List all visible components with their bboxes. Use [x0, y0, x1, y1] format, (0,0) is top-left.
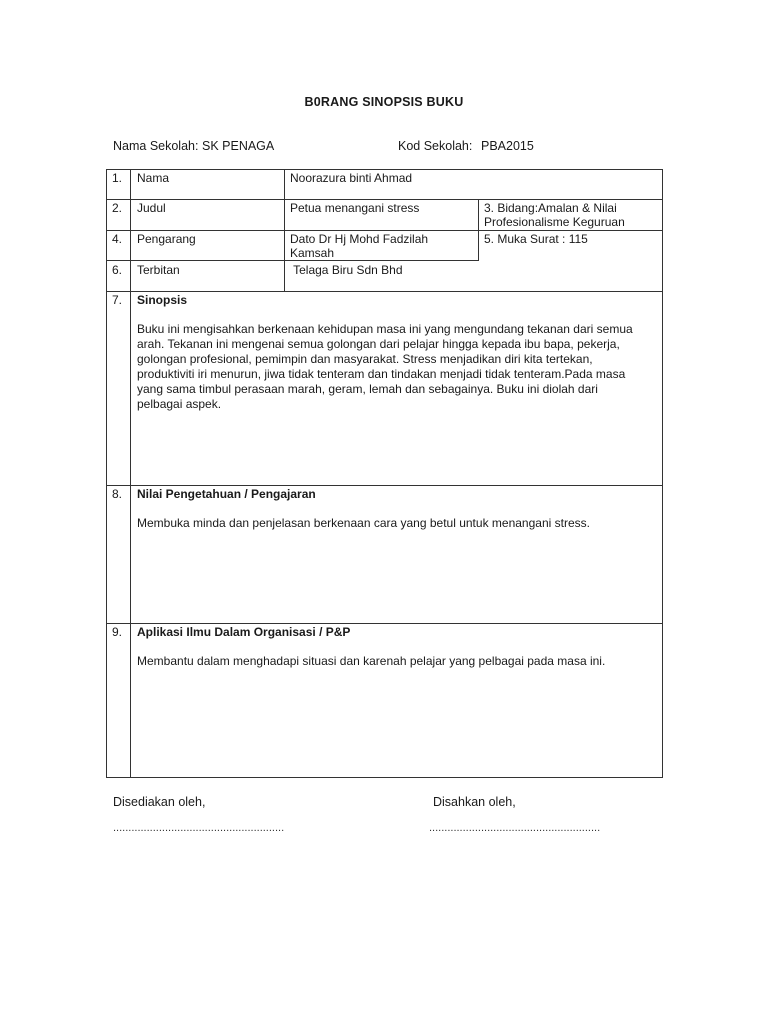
synopsis-line: arah. Tekanan ini mengenai semua golongan dari pelajar hingga kepada ibu bapa, pekerja, — [137, 337, 620, 351]
table-border-top — [106, 169, 663, 170]
author-line-2: Kamsah — [290, 246, 335, 260]
signature-line-right: ........................................................ — [429, 822, 601, 834]
school-name-label: Nama Sekolah: — [113, 139, 199, 153]
school-code-value: PBA2015 — [481, 139, 534, 153]
author-line-1: Dato Dr Hj Mohd Fadzilah — [290, 232, 429, 246]
section-number: 7. — [112, 293, 123, 307]
signature-line-left: ........................................................ — [113, 822, 285, 834]
nilai-text: Membuka minda dan penjelasan berkenaan cara yang betul untuk menangani stress. — [137, 516, 590, 530]
table-row-divider — [106, 199, 663, 200]
synopsis-line: Buku ini mengisahkan berkenaan kehidupan masa ini yang mengundang tekanan dari semua — [137, 322, 633, 336]
bidang-line-1: 3. Bidang:Amalan & Nilai — [484, 201, 617, 215]
section-heading-aplikasi: Aplikasi Ilmu Dalam Organisasi / P&P — [137, 625, 351, 639]
school-name-value: SK PENAGA — [202, 139, 275, 153]
table-col-divider — [130, 169, 131, 778]
row-number: 1. — [112, 171, 123, 185]
row-number: 4. — [112, 232, 123, 246]
school-code-label: Kod Sekolah: — [398, 139, 473, 153]
form-title: B0RANG SINOPSIS BUKU — [304, 95, 464, 109]
prepared-by-label: Disediakan oleh, — [113, 795, 206, 809]
section-number: 9. — [112, 625, 123, 639]
row-value-judul: Petua menangani stress — [290, 201, 420, 215]
aplikasi-text: Membantu dalam menghadapi situasi dan karenah pelajar yang pelbagai pada masa ini. — [137, 654, 606, 668]
table-row-divider — [106, 291, 663, 292]
table-border-bottom — [106, 777, 663, 778]
row-label-nama: Nama — [137, 171, 170, 185]
table-col-divider — [478, 199, 479, 261]
row-label-judul: Judul — [137, 201, 166, 215]
row-number: 2. — [112, 201, 123, 215]
table-row-divider — [106, 623, 663, 624]
synopsis-line: golongan profesional, pemimpin dan masyarakat. Stress menjadikan diri kita tertekan, — [137, 352, 593, 366]
synopsis-line: pelbagai aspek. — [137, 397, 222, 411]
synopsis-line: produktiviti iri menurun, jiwa tidak tenteram dan tindakan menjadi tidak tenteram.Pada masa — [137, 367, 626, 381]
row-value-nama: Noorazura binti Ahmad — [290, 171, 413, 185]
section-number: 8. — [112, 487, 123, 501]
section-heading-nilai: Nilai Pengetahuan / Pengajaran — [137, 487, 316, 501]
synopsis-line: yang sama timbul perasaan marah, geram, lemah dan sebagainya. Buku ini diolah dari — [137, 382, 598, 396]
table-row-divider — [106, 485, 663, 486]
table-border-right — [662, 169, 663, 778]
row-label-pengarang: Pengarang — [137, 232, 196, 246]
page-count: 5. Muka Surat : 115 — [484, 232, 588, 246]
table-border-left — [106, 169, 107, 778]
approved-by-label: Disahkan oleh, — [433, 795, 516, 809]
row-label-terbitan: Terbitan — [137, 263, 180, 277]
row-value-terbitan: Telaga Biru Sdn Bhd — [290, 263, 403, 277]
row-number: 6. — [112, 263, 123, 277]
section-heading-sinopsis: Sinopsis — [137, 293, 188, 307]
table-row-divider — [106, 230, 663, 231]
bidang-line-2: Profesionalisme Keguruan — [484, 215, 625, 229]
table-col-divider — [284, 169, 285, 291]
